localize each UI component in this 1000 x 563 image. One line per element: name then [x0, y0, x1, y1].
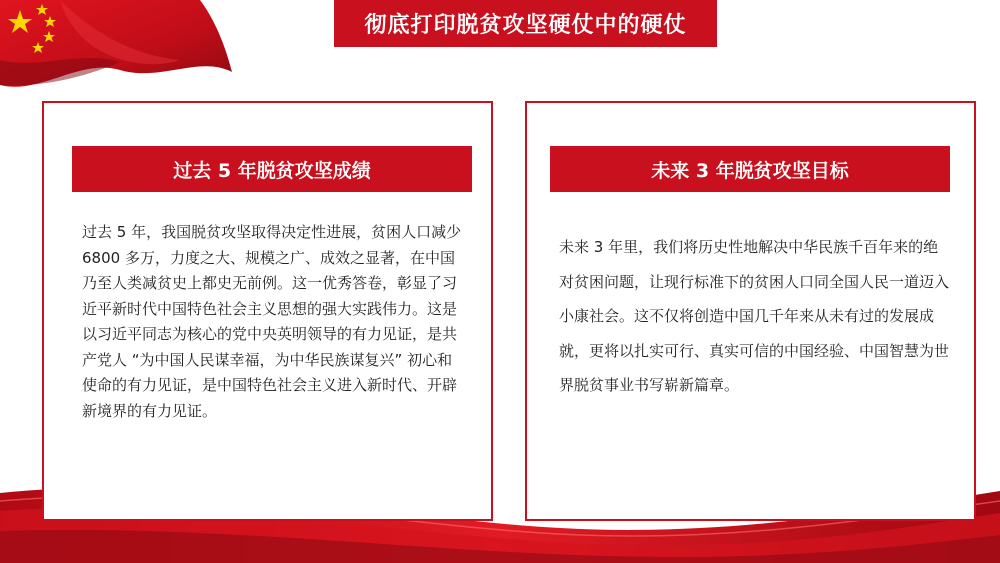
past-achievements-text: 过去 5 年，我国脱贫攻坚取得决定性进展，贫困人口减少 6800 多万，力度之大、规模之广、成效之显著，在中国乃至人类减贫史上都史无前例。这一优秀答卷，彰显了习近平新时代中国特色社会主义思想的强大实践伟力。这是以习近平同志为核心的党中央英明领导的有力见证，是共产党人 “为中国人民谋幸福，为中华民族谋复兴” 初心和使命的有力见证，是中国特色社会主义进入新时代、开辟新境界的有力见证。 — [82, 223, 462, 420]
future-goals-panel — [525, 101, 976, 521]
past-achievements-panel — [42, 101, 493, 521]
red-flag-icon — [0, 0, 240, 110]
past-achievements-heading: 过去 5 年脱贫攻坚成绩 — [72, 146, 472, 192]
future-goals-text: 未来 3 年里，我们将历史性地解决中华民族千百年来的绝对贫困问题，让现行标准下的贫困人口同全国人民一道迈入小康社会。这不仅将创造中国几千年来从未有过的发展成就，更将以扎实可行、真实可信的中国经验、中国智慧为世界脱贫事业书写崭新篇章。 — [559, 238, 950, 394]
future-goals-heading: 未来 3 年脱贫攻坚目标 — [550, 146, 950, 192]
page-title: 彻底打印脱贫攻坚硬仗中的硬仗 — [334, 0, 717, 47]
